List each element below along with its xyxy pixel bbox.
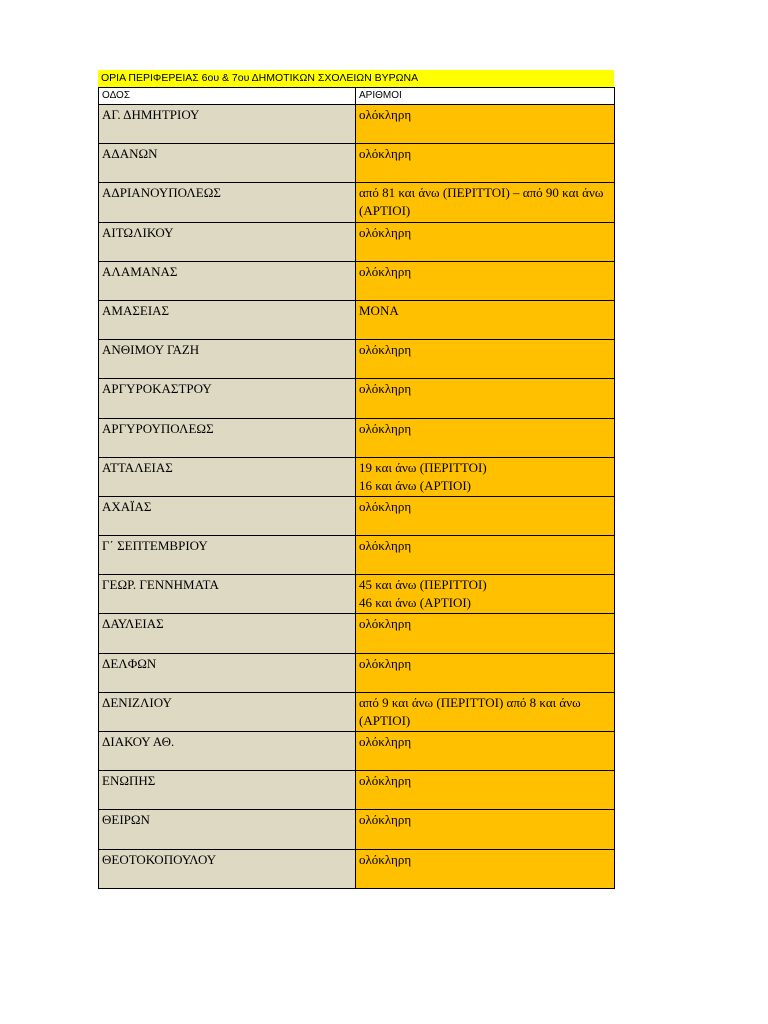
header-street[interactable]: ΟΔΟΣ <box>99 88 356 105</box>
street-cell[interactable]: ΑΡΓΥΡΟΚΑΣΤΡΟΥ <box>99 379 356 418</box>
street-cell[interactable]: ΑΝΘΙΜΟΥ ΓΑΖΗ <box>99 340 356 379</box>
table-row <box>99 692 615 731</box>
table-row <box>99 496 615 535</box>
numbers-cell[interactable]: ολόκληρη <box>356 144 615 183</box>
numbers-cell[interactable]: ολόκληρη <box>356 379 615 418</box>
street-cell[interactable]: ΕΝΩΠΗΣ <box>99 771 356 810</box>
table-row <box>99 732 615 771</box>
table-row <box>99 849 615 888</box>
header-numbers[interactable]: ΑΡΙΘΜΟΙ <box>356 88 615 105</box>
street-cell[interactable]: Γ΄ ΣΕΠΤΕΜΒΡΙΟΥ <box>99 536 356 575</box>
table-row <box>99 183 615 222</box>
street-cell[interactable]: ΔΑΥΛΕΙΑΣ <box>99 614 356 653</box>
numbers-cell[interactable]: από 9 και άνω (ΠΕΡΙΤΤΟΙ) από 8 και άνω (ΑΡΤΙΟΙ) <box>356 692 615 731</box>
street-cell[interactable]: ΑΛΑΜΑΝΑΣ <box>99 261 356 300</box>
street-cell[interactable]: ΔΙΑΚΟΥ ΑΘ. <box>99 732 356 771</box>
numbers-cell[interactable]: 19 και άνω (ΠΕΡΙΤΤΟΙ) 16 και άνω (ΑΡΤΙΟΙ) <box>356 457 615 496</box>
street-cell[interactable]: ΔΕΛΦΩΝ <box>99 653 356 692</box>
numbers-cell[interactable]: ολόκληρη <box>356 105 615 144</box>
numbers-cell[interactable]: ολόκληρη <box>356 849 615 888</box>
table-row <box>99 418 615 457</box>
sheet-title[interactable]: ΟΡΙΑ ΠΕΡΙΦΕΡΕΙΑΣ 6ου & 7ου ΔΗΜΟΤΙΚΩΝ ΣΧΟΛΕΙΩΝ ΒΥΡΩΝΑ <box>98 70 614 87</box>
numbers-cell[interactable]: ολόκληρη <box>356 732 615 771</box>
numbers-cell[interactable]: ολόκληρη <box>356 261 615 300</box>
table-row <box>99 222 615 261</box>
numbers-cell[interactable]: ολόκληρη <box>356 771 615 810</box>
street-cell[interactable]: ΑΔΑΝΩΝ <box>99 144 356 183</box>
table-row <box>99 614 615 653</box>
table-row <box>99 810 615 849</box>
table-row <box>99 457 615 496</box>
street-cell[interactable]: ΔΕΝΙΖΛΙΟΥ <box>99 692 356 731</box>
table-row <box>99 340 615 379</box>
table-row <box>99 105 615 144</box>
table-row <box>99 144 615 183</box>
street-cell[interactable]: ΓΕΩΡ. ΓΕΝΝΗΜΑΤΑ <box>99 575 356 614</box>
street-cell[interactable]: ΑΜΑΣΕΙΑΣ <box>99 300 356 339</box>
numbers-cell[interactable]: ολόκληρη <box>356 340 615 379</box>
street-cell[interactable]: ΑΔΡΙΑΝΟΥΠΟΛΕΩΣ <box>99 183 356 222</box>
numbers-cell[interactable]: ολόκληρη <box>356 496 615 535</box>
header-row <box>99 88 615 105</box>
streets-table <box>98 87 615 889</box>
numbers-cell[interactable]: ολόκληρη <box>356 418 615 457</box>
street-cell[interactable]: ΘΕΟΤΟΚΟΠΟΥΛΟΥ <box>99 849 356 888</box>
table-row <box>99 261 615 300</box>
street-cell[interactable]: ΑΡΓΥΡΟΥΠΟΛΕΩΣ <box>99 418 356 457</box>
numbers-cell[interactable]: ολόκληρη <box>356 536 615 575</box>
table-row <box>99 771 615 810</box>
street-cell[interactable]: ΑΓ. ΔΗΜΗΤΡΙΟΥ <box>99 105 356 144</box>
spreadsheet <box>98 70 614 889</box>
numbers-cell[interactable]: ολόκληρη <box>356 222 615 261</box>
numbers-cell[interactable]: ολόκληρη <box>356 653 615 692</box>
street-cell[interactable]: ΑΙΤΩΛΙΚΟΥ <box>99 222 356 261</box>
numbers-cell[interactable]: ΜΟΝΑ <box>356 300 615 339</box>
numbers-cell[interactable]: ολόκληρη <box>356 614 615 653</box>
street-cell[interactable]: ΑΧΑΪΑΣ <box>99 496 356 535</box>
numbers-cell[interactable]: ολόκληρη <box>356 810 615 849</box>
street-cell[interactable]: ΘΕΙΡΩΝ <box>99 810 356 849</box>
table-row <box>99 379 615 418</box>
table-row <box>99 300 615 339</box>
numbers-cell[interactable]: 45 και άνω (ΠΕΡΙΤΤΟΙ) 46 και άνω (ΑΡΤΙΟΙ) <box>356 575 615 614</box>
table-row <box>99 575 615 614</box>
table-row <box>99 653 615 692</box>
street-cell[interactable]: ΑΤΤΑΛΕΙΑΣ <box>99 457 356 496</box>
numbers-cell[interactable]: από 81 και άνω (ΠΕΡΙΤΤΟΙ) – από 90 και άνω (ΑΡΤΙΟΙ) <box>356 183 615 222</box>
table-row <box>99 536 615 575</box>
